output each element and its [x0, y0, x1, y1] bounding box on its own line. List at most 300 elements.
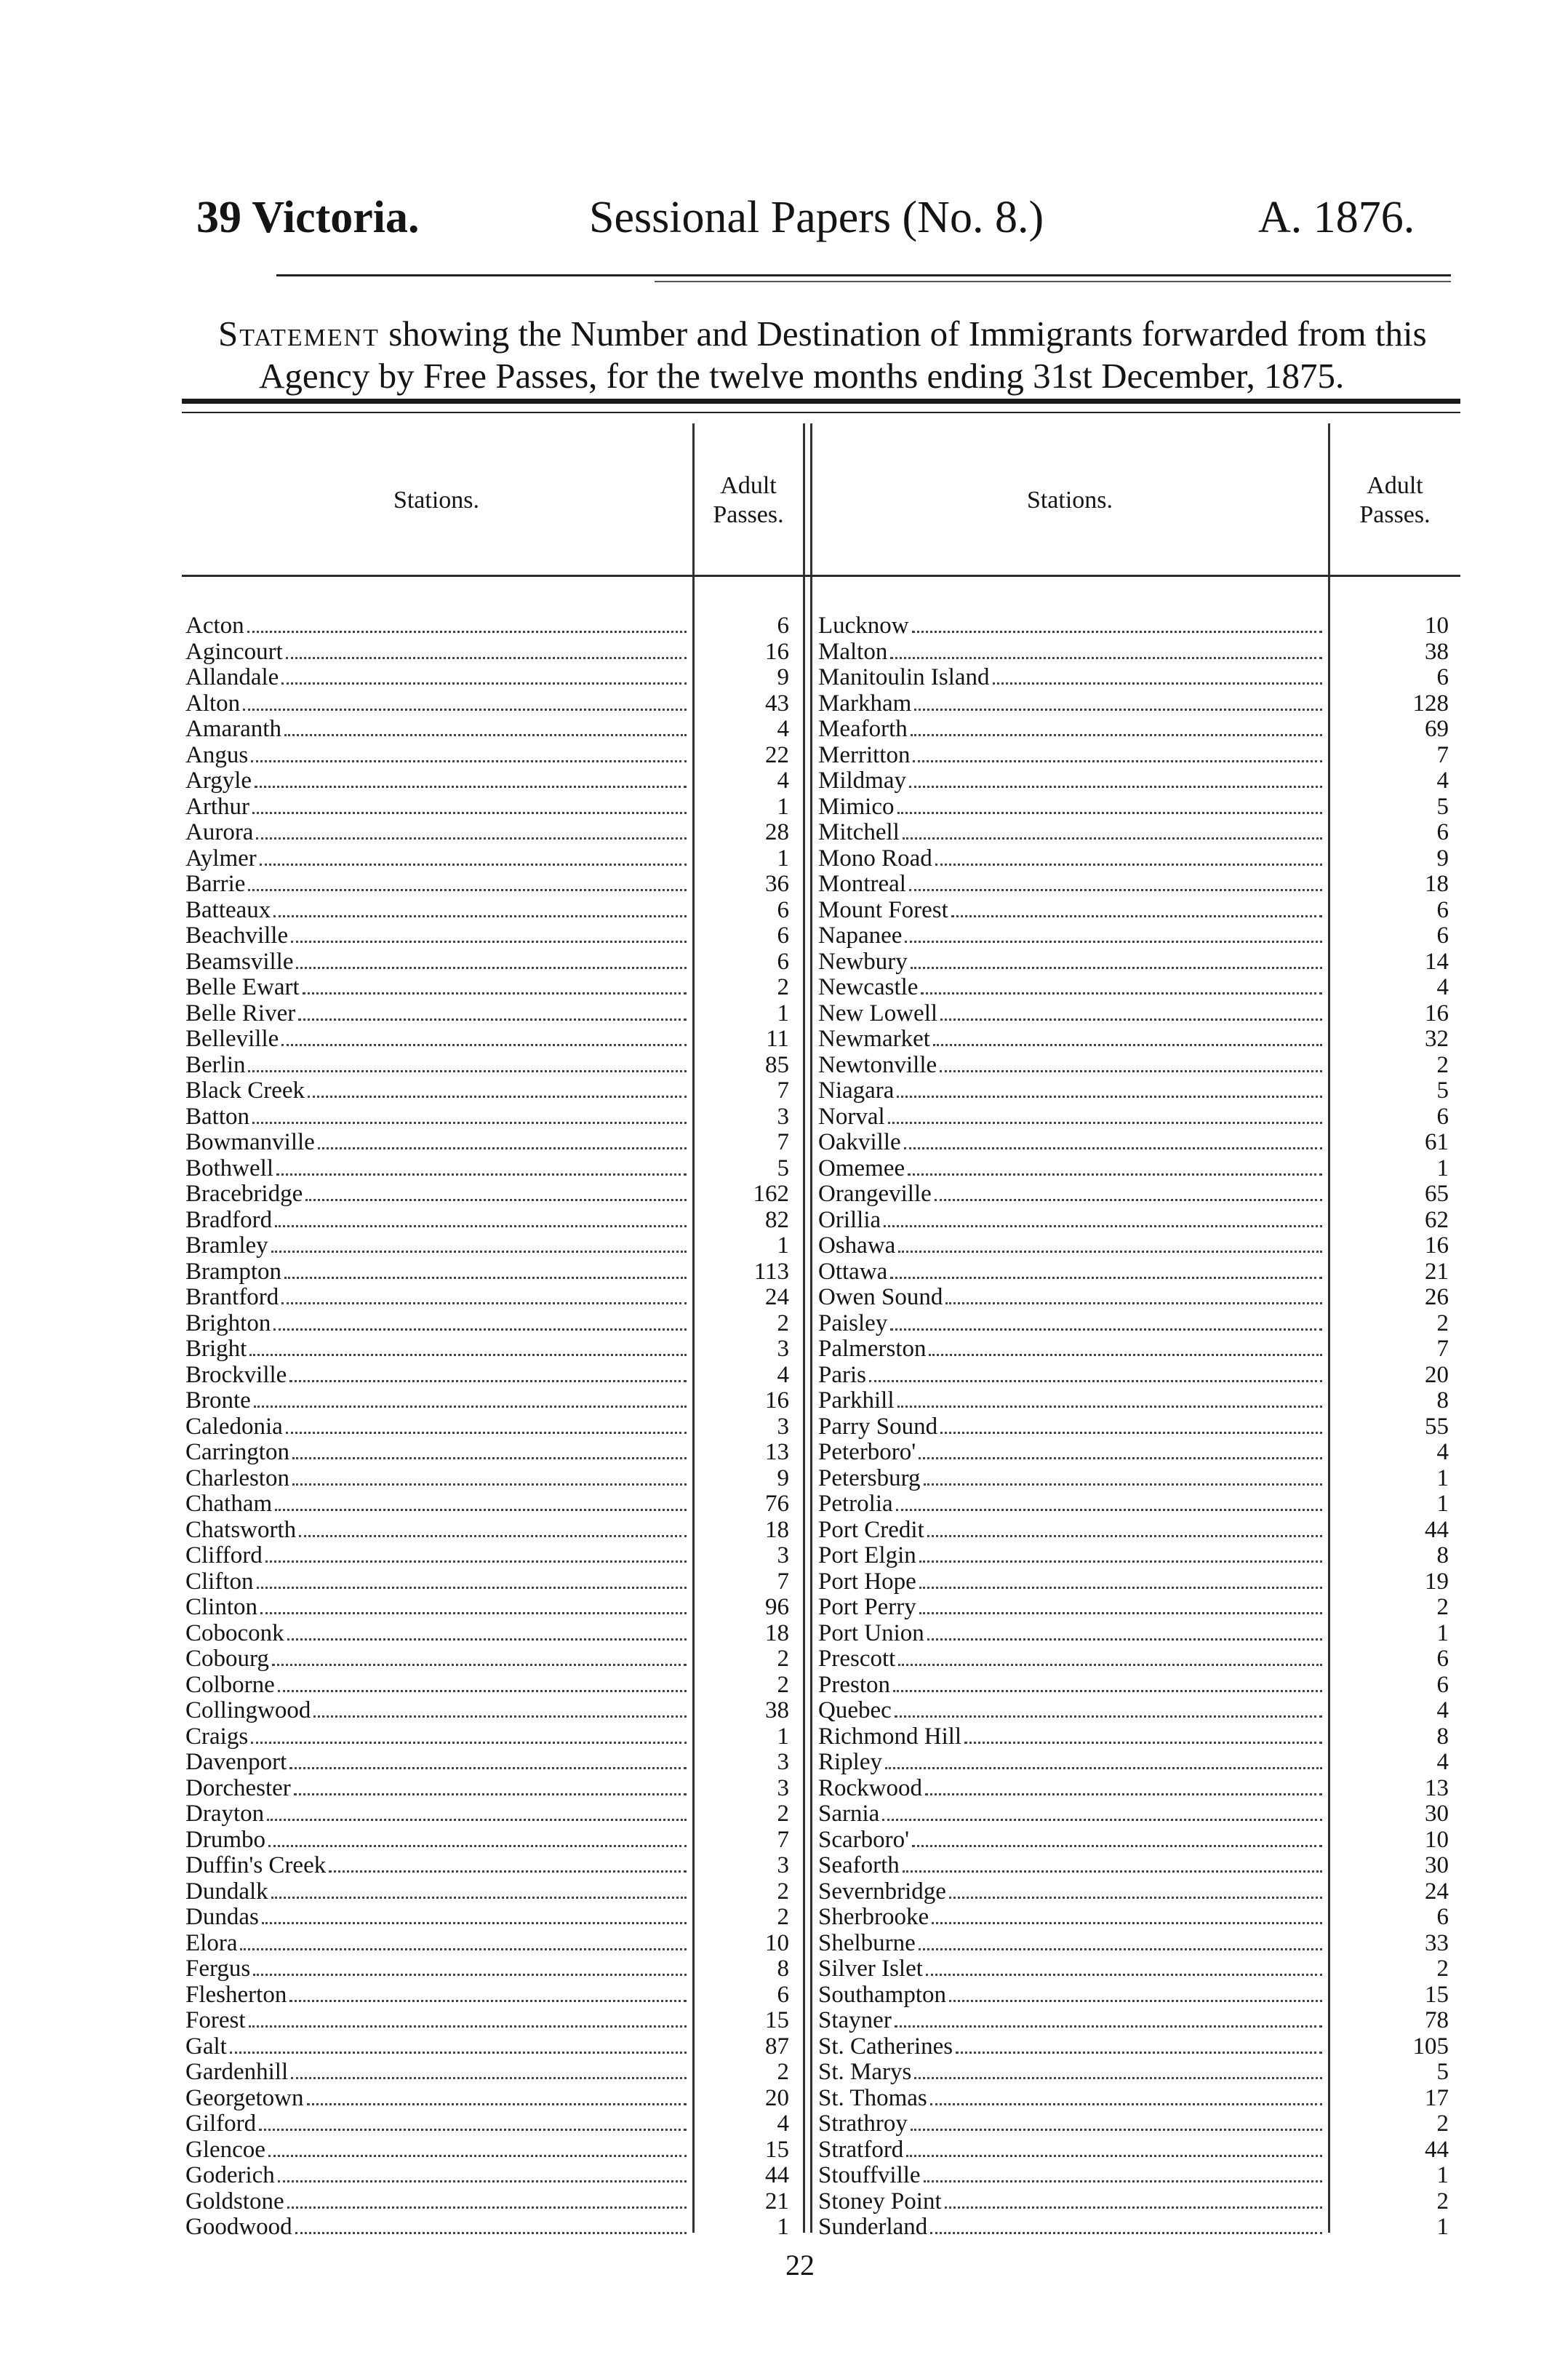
adult-passes-value: 28 — [765, 820, 789, 845]
dot-leader — [262, 1906, 687, 1924]
table-row-station — [185, 1646, 689, 1673]
table-row-station — [185, 2215, 689, 2241]
dot-leader — [267, 1803, 687, 1821]
station-name: Bowmanville — [185, 1130, 315, 1155]
table-row-station — [185, 743, 689, 769]
adult-passes-value: 16 — [765, 639, 789, 665]
adult-passes-value: 2 — [1436, 2111, 1449, 2137]
dot-leader — [271, 1881, 687, 1899]
station-name: Arthur — [185, 794, 249, 820]
dot-leader — [911, 951, 1322, 969]
dot-leader — [281, 1286, 687, 1304]
adult-passes-value: 21 — [765, 2188, 789, 2215]
adult-passes-value: 2 — [1436, 1595, 1449, 1620]
left-station-column — [185, 613, 689, 2241]
station-name: Black Creek — [185, 1078, 305, 1104]
table-row-station — [818, 1543, 1325, 1569]
dot-leader — [307, 2087, 687, 2105]
adult-passes-value: 43 — [765, 690, 789, 717]
table-row-station — [185, 1853, 689, 1879]
adult-passes-value: 4 — [777, 1362, 789, 1388]
dot-leader — [911, 718, 1322, 736]
table-row-station — [185, 1724, 689, 1750]
adult-passes-value: 9 — [1436, 845, 1449, 872]
dot-leader — [249, 1338, 687, 1356]
adult-passes-value: 1 — [1436, 2215, 1449, 2240]
station-name: Barrie — [185, 872, 246, 897]
station-name: Stouffville — [818, 2163, 921, 2188]
adult-passes-value: 2 — [777, 1646, 789, 1672]
adult-passes-value: 10 — [1425, 613, 1449, 639]
adult-label-right: Adult — [1367, 472, 1423, 499]
dot-leader — [276, 1157, 687, 1176]
adult-passes-value: 3 — [777, 1336, 789, 1362]
station-name: Brampton — [185, 1259, 281, 1285]
station-name: Fergus — [185, 1956, 251, 1982]
dot-leader — [924, 2164, 1322, 2182]
adult-passes-value: 3 — [777, 1853, 789, 1878]
title-lead: Statement — [218, 314, 380, 354]
station-name: Clinton — [185, 1595, 258, 1620]
station-name: Paisley — [818, 1310, 888, 1336]
station-name: Galt — [185, 2033, 227, 2060]
station-name: Flesherton — [185, 1982, 287, 2008]
dot-leader — [251, 744, 687, 762]
adult-passes-value: 3 — [777, 1775, 789, 1801]
table-row-station — [185, 1518, 689, 1544]
dot-leader — [257, 1571, 687, 1589]
table-row-station — [818, 1853, 1325, 1879]
station-name: Dorchester — [185, 1775, 291, 1801]
station-name: Angus — [185, 742, 249, 768]
dot-leader — [919, 1571, 1322, 1589]
dot-leader — [925, 1777, 1322, 1795]
adult-passes-value: 18 — [765, 1517, 789, 1543]
station-name: Merritton — [818, 742, 911, 768]
table-row-station — [185, 1673, 689, 1699]
station-name: Carrington — [185, 1440, 289, 1465]
dot-leader — [284, 718, 687, 736]
station-name: Manitoulin Island — [818, 665, 990, 690]
station-name: Strathroy — [818, 2111, 908, 2137]
table-row-station — [185, 2189, 689, 2215]
table-row-station — [185, 2111, 689, 2137]
adult-passes-value: 3 — [777, 1414, 789, 1440]
adult-passes-value: 33 — [1425, 1930, 1449, 1956]
adult-passes-value: 8 — [1436, 1388, 1449, 1414]
station-name: Goderich — [185, 2163, 275, 2188]
table-row-station — [185, 1336, 689, 1363]
table-row-station — [818, 1724, 1325, 1750]
station-name: Dundalk — [185, 1878, 268, 1905]
table-row-station — [818, 1982, 1325, 2009]
table-row-station — [818, 1931, 1325, 1957]
table-row-station — [818, 691, 1325, 717]
table-row-station — [185, 1156, 689, 1182]
adult-passes-value: 44 — [1425, 2137, 1449, 2163]
dot-leader — [940, 1416, 1322, 1434]
dot-leader — [259, 2113, 687, 2131]
adult-passes-value: 7 — [777, 1078, 789, 1104]
table-row-station — [818, 1801, 1325, 1827]
dot-leader — [273, 899, 687, 917]
station-name: Glencoe — [185, 2137, 265, 2163]
station-name: Colborne — [185, 1672, 275, 1698]
stations-header-right: Stations. — [1026, 487, 1113, 514]
dot-leader — [897, 1390, 1323, 1408]
adult-passes-value: 4 — [1436, 1440, 1449, 1465]
table-row-station — [818, 2034, 1325, 2060]
dot-leader — [278, 1674, 687, 1692]
dot-leader — [329, 1854, 687, 1873]
dot-leader — [909, 770, 1322, 788]
adult-passes-value: 1 — [1436, 1155, 1449, 1181]
station-name: Silver Islet — [818, 1956, 923, 1982]
station-name: Malton — [818, 639, 888, 665]
dot-leader — [896, 1493, 1322, 1511]
dot-leader — [903, 1854, 1322, 1873]
table-row-station — [185, 665, 689, 691]
station-name: Argyle — [185, 768, 252, 794]
table-row-station — [185, 691, 689, 717]
dot-leader — [905, 925, 1322, 943]
adult-passes-value: 61 — [1425, 1130, 1449, 1155]
adult-passes-value: 2 — [1436, 2188, 1449, 2215]
adult-passes-value: 21 — [1425, 1259, 1449, 1285]
station-name: Sherbrooke — [818, 1905, 929, 1930]
right-station-column — [818, 613, 1325, 2241]
dot-leader — [930, 2216, 1322, 2234]
table-row-station — [818, 1104, 1325, 1131]
dot-leader — [890, 1261, 1322, 1279]
table-row-station — [818, 1440, 1325, 1466]
dot-leader — [893, 1674, 1322, 1692]
dot-leader — [888, 1106, 1322, 1124]
table-row-station — [818, 2111, 1325, 2137]
dot-leader — [252, 796, 687, 814]
adult-passes-value: 6 — [1436, 1905, 1449, 1930]
station-name: Napanee — [818, 923, 903, 949]
station-name: Severnbridge — [818, 1878, 946, 1905]
adult-passes-value: 6 — [1436, 923, 1449, 949]
station-name: Belleville — [185, 1026, 279, 1052]
dot-leader — [904, 1131, 1322, 1149]
station-name: Bramley — [185, 1233, 268, 1259]
adult-passes-value: 32 — [1425, 1026, 1449, 1052]
dot-leader — [924, 1467, 1322, 1486]
table-row-station — [185, 1776, 689, 1802]
adult-passes-header-left — [695, 471, 801, 530]
adult-passes-value: 8 — [1436, 1723, 1449, 1750]
adult-passes-value: 7 — [1436, 742, 1449, 768]
table-row-station — [185, 1698, 689, 1724]
table-row-station — [185, 1233, 689, 1259]
table-row-station — [185, 2086, 689, 2112]
table-row-station — [818, 2189, 1325, 2215]
sessional-papers-label: Sessional Papers (No. 8.) — [589, 193, 1044, 242]
station-name: Dundas — [185, 1905, 259, 1930]
station-name: Caledonia — [185, 1414, 283, 1440]
year-label: A. 1876. — [1258, 193, 1415, 242]
table-row-station — [818, 2060, 1325, 2086]
dot-leader — [298, 1002, 687, 1021]
header-bottom-rule — [182, 575, 1460, 577]
table-row-station — [818, 717, 1325, 743]
dot-leader — [281, 1028, 687, 1046]
adult-passes-value: 1 — [777, 794, 789, 820]
dot-leader — [275, 1209, 687, 1227]
table-row-station — [185, 794, 689, 821]
table-row-station — [185, 846, 689, 872]
station-name: Agincourt — [185, 639, 283, 665]
table-row-station — [185, 1414, 689, 1440]
table-row-station — [185, 1827, 689, 1854]
station-name: Palmerston — [818, 1336, 927, 1362]
dot-leader — [260, 1596, 687, 1614]
table-row-station — [185, 1440, 689, 1466]
adult-passes-value: 5 — [777, 1155, 789, 1181]
station-name: Petrolia — [818, 1491, 893, 1517]
dot-leader — [885, 1751, 1322, 1769]
adult-passes-value: 62 — [1425, 1207, 1449, 1233]
adult-passes-value: 44 — [1425, 1517, 1449, 1543]
dot-leader — [869, 1364, 1322, 1382]
table-row-station — [185, 639, 689, 666]
station-name: Owen Sound — [818, 1285, 943, 1310]
dot-leader — [945, 1286, 1322, 1304]
table-row-station — [185, 717, 689, 743]
station-name: Chatsworth — [185, 1517, 297, 1543]
table-row-station — [818, 1698, 1325, 1724]
dot-leader — [230, 2036, 687, 2054]
station-name: Sarnia — [818, 1801, 880, 1827]
table-row-station — [818, 1673, 1325, 1699]
adult-passes-value: 15 — [1425, 1982, 1449, 2008]
station-name: Bright — [185, 1336, 247, 1362]
table-row-station — [818, 613, 1325, 639]
station-name: Beamsville — [185, 949, 294, 975]
station-name: Port Credit — [818, 1517, 924, 1543]
adult-passes-value: 6 — [1436, 665, 1449, 690]
dot-leader — [275, 1493, 687, 1511]
dot-leader — [273, 1312, 687, 1331]
table-row-station — [185, 923, 689, 949]
dot-leader — [281, 666, 687, 685]
dot-leader — [252, 1106, 687, 1124]
table-row-station — [818, 1053, 1325, 1079]
table-row-station — [185, 1750, 689, 1776]
adult-passes-value: 2 — [777, 1878, 789, 1905]
table-row-station — [185, 975, 689, 1001]
adult-passes-value: 16 — [765, 1388, 789, 1414]
station-name: Scarboro' — [818, 1827, 910, 1853]
station-name: Rockwood — [818, 1775, 922, 1801]
station-name: Drumbo — [185, 1827, 265, 1853]
station-name: Aurora — [185, 820, 254, 845]
adult-passes-value: 4 — [1436, 975, 1449, 1000]
adult-passes-value: 13 — [765, 1440, 789, 1465]
table-row-station — [185, 2060, 689, 2086]
station-name: Beachville — [185, 923, 289, 949]
table-row-station — [818, 1388, 1325, 1414]
table-row-station — [185, 2008, 689, 2034]
table-row-station — [818, 2163, 1325, 2189]
table-row-station — [185, 1982, 689, 2009]
dot-leader — [935, 1183, 1322, 1201]
station-name: St. Marys — [818, 2060, 912, 2085]
adult-passes-value: 1 — [777, 845, 789, 872]
table-row-station — [185, 1621, 689, 1647]
dot-leader — [945, 2190, 1322, 2209]
table-row-station — [818, 1776, 1325, 1802]
station-name: Meaforth — [818, 717, 908, 742]
adult-passes-value: 30 — [1425, 1853, 1449, 1878]
dot-leader — [906, 2139, 1322, 2157]
station-name: Newcastle — [818, 975, 919, 1000]
center-divider-a — [803, 423, 805, 2233]
table-row-station — [818, 1466, 1325, 1492]
station-name: Mimico — [818, 794, 895, 820]
dot-leader — [914, 2061, 1322, 2079]
adult-passes-value: 76 — [765, 1491, 789, 1517]
dot-leader — [308, 1080, 687, 1098]
table-row-station — [185, 1259, 689, 1285]
adult-passes-value: 4 — [777, 717, 789, 742]
dot-leader — [956, 2036, 1322, 2054]
adult-passes-value: 26 — [1425, 1285, 1449, 1310]
station-name: Orillia — [818, 1207, 881, 1233]
station-name: Brighton — [185, 1310, 271, 1336]
dot-leader — [289, 1364, 687, 1382]
station-name: Chatham — [185, 1491, 273, 1517]
adult-passes-value: 1 — [1436, 1491, 1449, 1517]
adult-passes-value: 17 — [1425, 2085, 1449, 2111]
adult-passes-value: 1 — [777, 1233, 789, 1259]
table-row-station — [185, 1569, 689, 1595]
table-row-station — [818, 1363, 1325, 1389]
dot-leader — [895, 1699, 1322, 1718]
adult-passes-value: 105 — [1412, 2033, 1449, 2060]
adult-passes-value: 10 — [765, 1930, 789, 1956]
station-name: Petersburg — [818, 1465, 921, 1491]
table-row-station — [185, 1801, 689, 1827]
station-name: Parkhill — [818, 1388, 895, 1414]
adult-passes-value: 5 — [1436, 794, 1449, 820]
table-row-station — [185, 1879, 689, 1905]
adult-passes-value: 87 — [765, 2033, 789, 2060]
table-row-station — [185, 820, 689, 846]
station-name: Newtonville — [818, 1052, 937, 1078]
dot-leader — [882, 1803, 1322, 1821]
adult-passes-value: 15 — [765, 2008, 789, 2033]
adult-passes-value: 78 — [1425, 2008, 1449, 2033]
adult-passes-value: 85 — [765, 1052, 789, 1078]
dot-leader — [299, 1519, 687, 1537]
station-name: Batteaux — [185, 897, 271, 923]
dot-leader — [291, 2061, 687, 2079]
adult-passes-value: 6 — [777, 897, 789, 923]
adult-passes-value: 6 — [1436, 1646, 1449, 1672]
table-row-station — [185, 1104, 689, 1131]
dot-leader — [253, 1958, 687, 1976]
passes-label-right: Passes. — [1359, 501, 1431, 528]
adult-passes-header-right — [1331, 471, 1459, 530]
dot-leader — [248, 1054, 687, 1072]
table-row-station — [185, 1285, 689, 1311]
dot-leader — [951, 899, 1322, 917]
dot-leader — [919, 1544, 1322, 1563]
dot-leader — [932, 1906, 1322, 1924]
station-name: Stratford — [818, 2137, 904, 2163]
station-name: Aylmer — [185, 845, 257, 872]
table-row-station — [185, 1956, 689, 1982]
dot-leader — [268, 1829, 687, 1847]
station-name: Berlin — [185, 1052, 246, 1078]
table-row-station — [185, 1905, 689, 1931]
table-row-station — [818, 639, 1325, 666]
table-row-station — [185, 2137, 689, 2164]
table-row-station — [818, 923, 1325, 949]
table-row-station — [185, 1026, 689, 1053]
dot-leader — [895, 2009, 1322, 2028]
station-name: Stoney Point — [818, 2188, 942, 2215]
center-divider-b — [810, 423, 812, 2233]
adult-passes-value: 44 — [765, 2163, 789, 2188]
adult-passes-value: 5 — [1436, 1078, 1449, 1104]
table-row-station — [818, 665, 1325, 691]
adult-passes-value: 2 — [777, 1905, 789, 1930]
station-name: Ottawa — [818, 1259, 888, 1285]
title-rule-thick — [182, 399, 1460, 404]
dot-leader — [294, 1777, 687, 1795]
adult-passes-value: 22 — [765, 742, 789, 768]
dot-leader — [272, 1648, 687, 1666]
table-row-station — [818, 846, 1325, 872]
adult-passes-value: 128 — [1412, 690, 1449, 717]
dot-leader — [919, 1596, 1322, 1614]
adult-passes-value: 55 — [1425, 1414, 1449, 1440]
adult-passes-value: 6 — [1436, 820, 1449, 845]
table-row-station — [818, 1879, 1325, 1905]
table-row-station — [818, 1208, 1325, 1234]
table-row-station — [818, 1595, 1325, 1621]
dot-leader — [243, 693, 687, 711]
table-row-station — [185, 1053, 689, 1079]
table-row-station — [185, 2034, 689, 2060]
dot-leader — [890, 641, 1322, 659]
table-row-station — [818, 949, 1325, 976]
station-name: Gardenhill — [185, 2060, 289, 2085]
dot-leader — [295, 2216, 687, 2234]
adult-passes-value: 6 — [777, 613, 789, 639]
table-row-station — [818, 2008, 1325, 2034]
station-name: Oshawa — [818, 1233, 896, 1259]
dot-leader — [919, 1932, 1322, 1950]
station-name: Newbury — [818, 949, 908, 975]
table-row-station — [818, 1001, 1325, 1027]
adult-passes-value: 10 — [1425, 1827, 1449, 1853]
station-name: Charleston — [185, 1465, 289, 1491]
station-name: St. Catherines — [818, 2033, 953, 2060]
dot-leader — [927, 1519, 1322, 1537]
right-passes-column — [1331, 613, 1462, 2241]
adult-passes-value: 2 — [1436, 1310, 1449, 1336]
station-name: Clifford — [185, 1543, 263, 1568]
header-rule-secondary — [655, 281, 1451, 282]
adult-passes-value: 38 — [1425, 639, 1449, 665]
station-name: Clifton — [185, 1568, 254, 1595]
station-name: Brantford — [185, 1285, 279, 1310]
